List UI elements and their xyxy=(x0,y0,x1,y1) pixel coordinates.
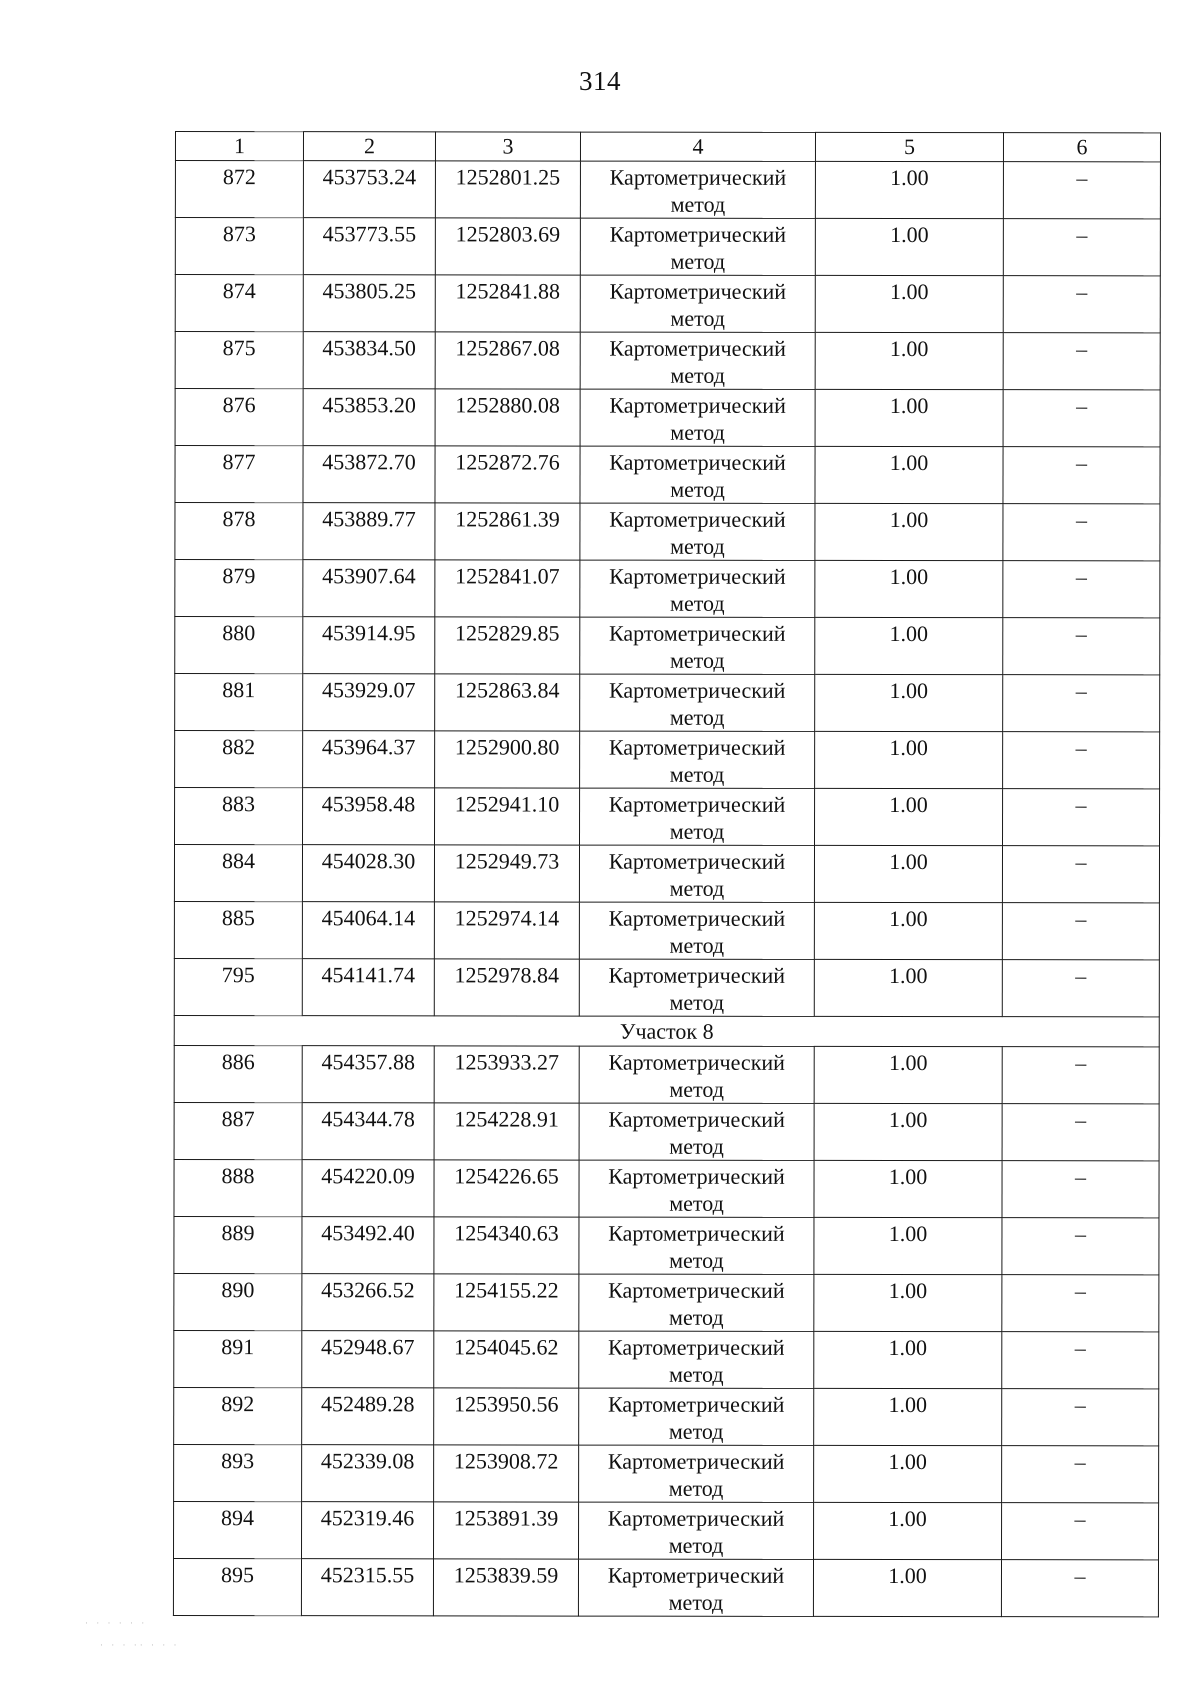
note-cell: – xyxy=(1003,219,1160,276)
method-line-1: Картометрический xyxy=(607,1391,785,1417)
x-coordinate-cell: 453929.07 xyxy=(303,674,435,731)
method-line-2: метод xyxy=(669,1076,724,1102)
point-number-cell: 895 xyxy=(173,1558,301,1615)
section-title: Участок 8 xyxy=(174,1015,1159,1046)
method-line-1: Картометрический xyxy=(608,905,786,931)
method-line-1: Картометрический xyxy=(607,1448,785,1474)
x-coordinate-cell: 453805.25 xyxy=(303,275,435,332)
point-number-cell: 894 xyxy=(174,1501,302,1558)
table-row xyxy=(174,1444,1159,1502)
table-row xyxy=(175,788,1160,846)
point-number-cell: 877 xyxy=(175,446,303,503)
method-line-2: метод xyxy=(670,248,726,274)
method-cell xyxy=(580,332,815,389)
method-line-2: метод xyxy=(670,476,725,502)
method-cell xyxy=(579,1502,814,1559)
table-row xyxy=(174,845,1159,903)
accuracy-cell: 1.00 xyxy=(814,1331,1002,1388)
note-cell: – xyxy=(1002,960,1159,1017)
note-cell: – xyxy=(1003,789,1160,846)
method-line-2: метод xyxy=(670,362,725,388)
point-number-cell: 879 xyxy=(175,560,303,617)
header-cell-1: 1 xyxy=(175,132,303,161)
accuracy-cell: 1.00 xyxy=(815,617,1003,674)
y-coordinate-cell: 1253950.56 xyxy=(434,1388,579,1445)
y-coordinate-cell: 1252867.08 xyxy=(435,332,580,389)
method-cell xyxy=(580,161,815,218)
note-cell: – xyxy=(1003,504,1160,561)
note-cell: – xyxy=(1002,1104,1159,1161)
table-row xyxy=(175,446,1160,504)
x-coordinate-cell: 453492.40 xyxy=(302,1217,434,1274)
point-number-cell: 873 xyxy=(175,218,303,275)
method-line-2: метод xyxy=(668,1418,724,1444)
section-row xyxy=(174,1015,1159,1046)
x-coordinate-cell: 453889.77 xyxy=(303,503,435,560)
point-number-cell: 880 xyxy=(175,617,303,674)
method-line-2: метод xyxy=(670,419,725,445)
point-number-cell: 888 xyxy=(174,1159,302,1216)
method-line-1: Картометрический xyxy=(609,278,787,304)
accuracy-cell: 1.00 xyxy=(814,1046,1002,1103)
method-line-2: метод xyxy=(669,704,725,730)
method-cell xyxy=(579,1160,814,1217)
method-line-1: Картометрический xyxy=(609,164,787,190)
y-coordinate-cell: 1252803.69 xyxy=(435,218,580,275)
table-row xyxy=(174,1216,1159,1274)
accuracy-cell: 1.00 xyxy=(815,389,1003,446)
x-coordinate-cell: 454220.09 xyxy=(302,1160,434,1217)
method-line-1: Картометрический xyxy=(609,449,786,475)
table-row xyxy=(175,503,1160,561)
note-cell: – xyxy=(1002,1503,1159,1560)
table-row xyxy=(174,1387,1159,1445)
method-line-2: метод xyxy=(669,1133,724,1159)
point-number-cell: 893 xyxy=(174,1444,302,1501)
method-line-2: метод xyxy=(669,1304,724,1330)
method-line-1: Картометрический xyxy=(609,392,786,418)
method-line-2: метод xyxy=(668,1532,724,1558)
y-coordinate-cell: 1254228.91 xyxy=(434,1103,579,1160)
method-line-2: метод xyxy=(670,191,726,217)
method-cell xyxy=(579,1274,814,1331)
x-coordinate-cell: 453872.70 xyxy=(303,446,435,503)
point-number-cell: 889 xyxy=(174,1216,302,1273)
x-coordinate-cell: 453853.20 xyxy=(303,389,435,446)
method-cell xyxy=(578,1559,813,1616)
table-row xyxy=(174,1102,1159,1160)
note-cell: – xyxy=(1002,903,1159,960)
method-line-1: Картометрический xyxy=(607,1562,785,1588)
note-cell: – xyxy=(1002,1446,1159,1503)
method-cell xyxy=(579,1217,814,1274)
point-number-cell: 886 xyxy=(174,1045,302,1102)
y-coordinate-cell: 1252861.39 xyxy=(435,503,580,560)
y-coordinate-cell: 1252872.76 xyxy=(435,446,580,503)
y-coordinate-cell: 1252949.73 xyxy=(434,845,579,902)
x-coordinate-cell: 454028.30 xyxy=(302,845,434,902)
y-coordinate-cell: 1253908.72 xyxy=(434,1445,579,1502)
x-coordinate-cell: 454357.88 xyxy=(302,1046,434,1103)
method-line-1: Картометрический xyxy=(608,1277,785,1303)
accuracy-cell: 1.00 xyxy=(814,902,1002,959)
x-coordinate-cell: 453753.24 xyxy=(303,161,435,218)
y-coordinate-cell: 1252880.08 xyxy=(435,389,580,446)
y-coordinate-cell: 1252978.84 xyxy=(434,959,579,1016)
x-coordinate-cell: 452315.55 xyxy=(301,1559,433,1616)
point-number-cell: 882 xyxy=(175,731,303,788)
method-line-1: Картометрический xyxy=(608,1106,785,1132)
y-coordinate-cell: 1254155.22 xyxy=(434,1274,579,1331)
point-number-cell: 878 xyxy=(175,503,303,560)
note-cell: – xyxy=(1003,447,1160,504)
note-cell: – xyxy=(1003,618,1160,675)
method-line-2: метод xyxy=(670,305,726,331)
table-row xyxy=(175,218,1160,276)
y-coordinate-cell: 1253839.59 xyxy=(433,1559,578,1616)
method-line-1: Картометрический xyxy=(609,221,787,247)
header-cell-6: 6 xyxy=(1003,133,1160,162)
table-header-row xyxy=(175,132,1160,162)
x-coordinate-cell: 453914.95 xyxy=(303,617,435,674)
accuracy-cell: 1.00 xyxy=(814,1502,1002,1559)
x-coordinate-cell: 452489.28 xyxy=(302,1388,434,1445)
note-cell: – xyxy=(1003,675,1160,732)
method-line-1: Картометрический xyxy=(608,1220,785,1246)
accuracy-cell: 1.00 xyxy=(814,845,1002,902)
method-cell xyxy=(580,218,815,275)
x-coordinate-cell: 453834.50 xyxy=(303,332,435,389)
method-cell xyxy=(579,1331,814,1388)
y-coordinate-cell: 1254340.63 xyxy=(434,1217,579,1274)
table-row xyxy=(175,674,1160,732)
y-coordinate-cell: 1252841.88 xyxy=(435,275,580,332)
scan-artifact-dots: · · · · · · xyxy=(85,1618,148,1628)
x-coordinate-cell: 453907.64 xyxy=(303,560,435,617)
method-line-2: метод xyxy=(670,590,725,616)
method-cell xyxy=(580,731,815,788)
header-cell-3: 3 xyxy=(435,132,580,161)
x-coordinate-cell: 453958.48 xyxy=(303,788,435,845)
method-cell xyxy=(580,389,815,446)
y-coordinate-cell: 1252941.10 xyxy=(435,788,580,845)
accuracy-cell: 1.00 xyxy=(814,1445,1002,1502)
note-cell: – xyxy=(1001,1560,1158,1617)
table-row xyxy=(174,958,1159,1016)
note-cell: – xyxy=(1002,846,1159,903)
accuracy-cell: 1.00 xyxy=(815,161,1003,218)
y-coordinate-cell: 1253933.27 xyxy=(434,1046,579,1103)
method-cell xyxy=(580,560,815,617)
note-cell: – xyxy=(1003,276,1160,333)
accuracy-cell: 1.00 xyxy=(815,503,1003,560)
method-line-2: метод xyxy=(669,875,725,901)
point-number-cell: 795 xyxy=(174,958,302,1015)
accuracy-cell: 1.00 xyxy=(814,1274,1002,1331)
method-cell xyxy=(579,1388,814,1445)
note-cell: – xyxy=(1003,162,1160,219)
x-coordinate-cell: 452339.08 xyxy=(302,1445,434,1502)
y-coordinate-cell: 1252900.80 xyxy=(435,731,580,788)
method-line-1: Картометрический xyxy=(608,677,786,703)
method-line-1: Картометрический xyxy=(609,506,786,532)
y-coordinate-cell: 1254045.62 xyxy=(434,1331,579,1388)
method-line-2: метод xyxy=(668,1589,724,1615)
table-row xyxy=(174,1273,1159,1331)
note-cell: – xyxy=(1003,732,1160,789)
x-coordinate-cell: 452948.67 xyxy=(302,1331,434,1388)
table-row xyxy=(174,1330,1159,1388)
y-coordinate-cell: 1253891.39 xyxy=(434,1502,579,1559)
y-coordinate-cell: 1252829.85 xyxy=(435,617,580,674)
note-cell: – xyxy=(1003,333,1160,390)
table-row xyxy=(175,161,1160,219)
method-line-2: метод xyxy=(669,647,725,673)
note-cell: – xyxy=(1002,1389,1159,1446)
point-number-cell: 890 xyxy=(174,1273,302,1330)
method-line-2: метод xyxy=(669,989,725,1015)
note-cell: – xyxy=(1002,1218,1159,1275)
method-line-1: Картометрический xyxy=(608,1163,785,1189)
method-cell xyxy=(580,617,815,674)
y-coordinate-cell: 1252841.07 xyxy=(435,560,580,617)
method-cell xyxy=(579,1103,814,1160)
accuracy-cell: 1.00 xyxy=(815,446,1003,503)
x-coordinate-cell: 452319.46 xyxy=(302,1502,434,1559)
page-number: 314 xyxy=(579,66,621,96)
x-coordinate-cell: 454141.74 xyxy=(302,959,434,1016)
point-number-cell: 872 xyxy=(175,161,303,218)
point-number-cell: 881 xyxy=(175,674,303,731)
point-number-cell: 884 xyxy=(174,845,302,902)
accuracy-cell: 1.00 xyxy=(814,959,1002,1016)
method-cell xyxy=(579,1445,814,1502)
x-coordinate-cell: 453266.52 xyxy=(302,1274,434,1331)
point-number-cell: 883 xyxy=(175,788,303,845)
point-number-cell: 892 xyxy=(174,1387,302,1444)
note-cell: – xyxy=(1002,1332,1159,1389)
header-cell-2: 2 xyxy=(303,132,435,161)
method-line-2: метод xyxy=(668,1475,724,1501)
y-coordinate-cell: 1252863.84 xyxy=(435,674,580,731)
method-cell xyxy=(579,1046,814,1103)
method-line-1: Картометрический xyxy=(608,791,786,817)
method-line-1: Картометрический xyxy=(608,734,786,760)
x-coordinate-cell: 453773.55 xyxy=(303,218,435,275)
method-cell xyxy=(580,788,815,845)
header-cell-4: 4 xyxy=(580,132,815,161)
table-row xyxy=(175,332,1160,390)
method-line-2: метод xyxy=(669,932,725,958)
method-line-1: Картометрический xyxy=(609,620,786,646)
accuracy-cell: 1.00 xyxy=(815,560,1003,617)
accuracy-cell: 1.00 xyxy=(813,1559,1001,1616)
point-number-cell: 887 xyxy=(174,1102,302,1159)
method-cell xyxy=(580,674,815,731)
table-row xyxy=(175,389,1160,447)
x-coordinate-cell: 453964.37 xyxy=(303,731,435,788)
method-line-1: Картометрический xyxy=(608,1049,785,1075)
scan-artifact-dots: · · · ·· · · · xyxy=(100,1640,180,1650)
accuracy-cell: 1.00 xyxy=(814,1103,1002,1160)
method-line-2: метод xyxy=(669,1247,724,1273)
y-coordinate-cell: 1252801.25 xyxy=(435,161,580,218)
x-coordinate-cell: 454064.14 xyxy=(302,902,434,959)
header-cell-5: 5 xyxy=(815,132,1003,161)
method-line-1: Картометрический xyxy=(608,848,786,874)
method-line-1: Картометрический xyxy=(608,962,786,988)
y-coordinate-cell: 1254226.65 xyxy=(434,1160,579,1217)
table-row xyxy=(175,560,1160,618)
method-line-1: Картометрический xyxy=(609,335,786,361)
note-cell: – xyxy=(1002,1047,1159,1104)
point-number-cell: 885 xyxy=(174,901,302,958)
accuracy-cell: 1.00 xyxy=(815,275,1003,332)
method-line-1: Картометрический xyxy=(608,1334,785,1360)
table-row xyxy=(175,275,1160,333)
method-line-2: метод xyxy=(669,761,725,787)
point-number-cell: 876 xyxy=(175,389,303,446)
accuracy-cell: 1.00 xyxy=(815,332,1003,389)
point-number-cell: 875 xyxy=(175,332,303,389)
table-row xyxy=(174,1159,1159,1217)
table-row xyxy=(173,1558,1158,1616)
accuracy-cell: 1.00 xyxy=(815,218,1003,275)
method-line-1: Картометрический xyxy=(609,563,786,589)
method-line-2: метод xyxy=(669,818,725,844)
accuracy-cell: 1.00 xyxy=(815,788,1003,845)
point-number-cell: 891 xyxy=(174,1330,302,1387)
accuracy-cell: 1.00 xyxy=(814,1160,1002,1217)
table-row xyxy=(174,1045,1159,1103)
method-line-2: метод xyxy=(668,1361,724,1387)
method-cell xyxy=(580,446,815,503)
method-cell xyxy=(579,959,814,1016)
method-cell xyxy=(579,902,814,959)
accuracy-cell: 1.00 xyxy=(814,1388,1002,1445)
method-line-2: метод xyxy=(669,1190,724,1216)
note-cell: – xyxy=(1003,561,1160,618)
method-cell xyxy=(580,275,815,332)
note-cell: – xyxy=(1002,1161,1159,1218)
note-cell: – xyxy=(1002,1275,1159,1332)
method-cell xyxy=(580,503,815,560)
y-coordinate-cell: 1252974.14 xyxy=(434,902,579,959)
x-coordinate-cell: 454344.78 xyxy=(302,1103,434,1160)
accuracy-cell: 1.00 xyxy=(815,674,1003,731)
coordinates-table xyxy=(173,131,1161,1617)
method-cell xyxy=(579,845,814,902)
method-line-2: метод xyxy=(670,533,725,559)
table-body xyxy=(173,132,1160,1617)
table-row xyxy=(175,731,1160,789)
accuracy-cell: 1.00 xyxy=(815,731,1003,788)
table-row xyxy=(174,901,1159,959)
method-line-1: Картометрический xyxy=(607,1505,785,1531)
table-row xyxy=(174,1501,1159,1559)
point-number-cell: 874 xyxy=(175,275,303,332)
accuracy-cell: 1.00 xyxy=(814,1217,1002,1274)
note-cell: – xyxy=(1003,390,1160,447)
table-row xyxy=(175,617,1160,675)
